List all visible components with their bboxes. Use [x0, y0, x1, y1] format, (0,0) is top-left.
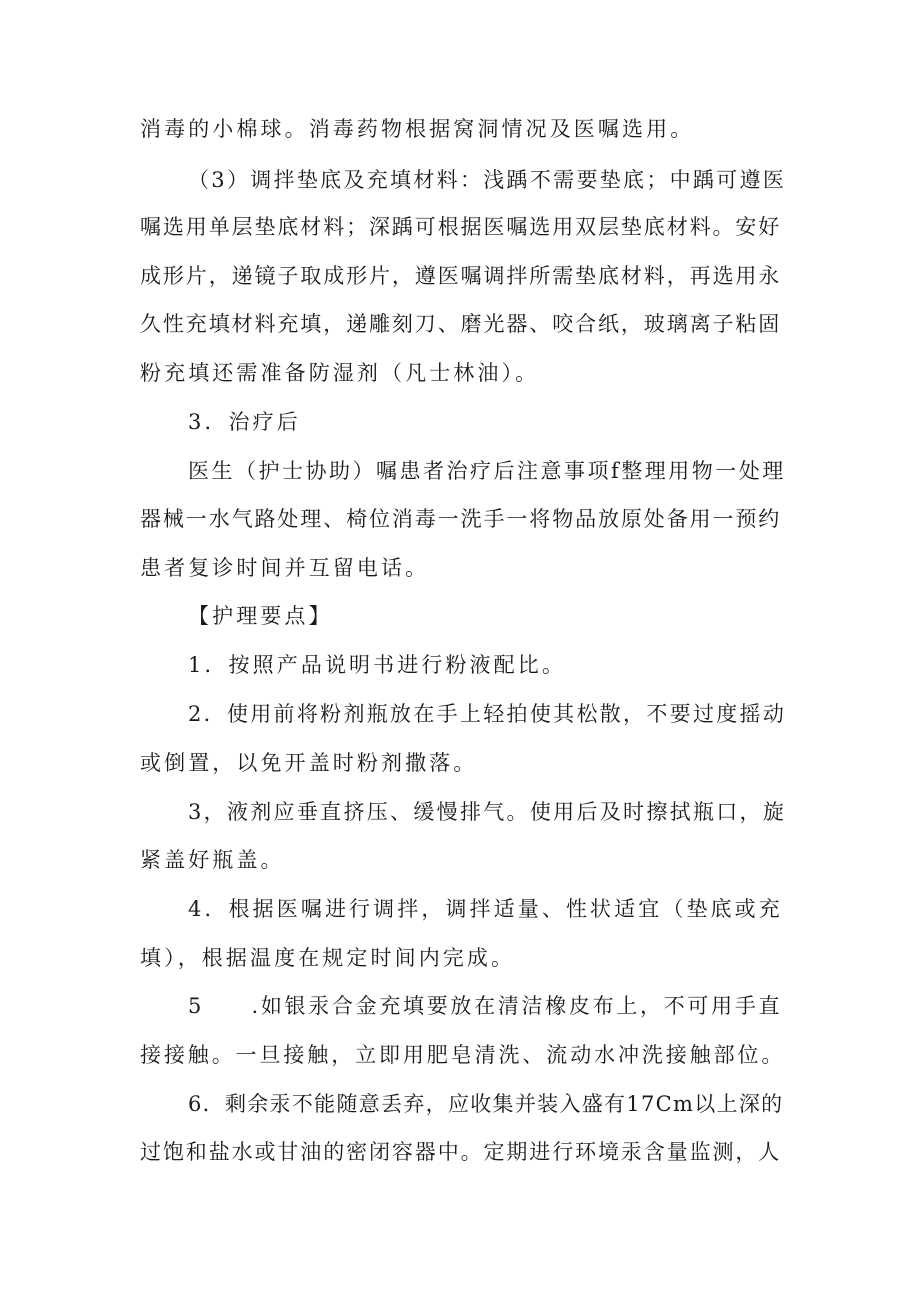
- text-line: 患者复诊时间并互留电话。: [140, 556, 430, 580]
- section-heading: 3．治疗后: [188, 410, 301, 434]
- text-line: 成形片，递镜子取成形片，遵医嘱调拌所需垫底材料，再选用永: [140, 264, 782, 288]
- section-heading: 【护理要点】: [188, 604, 333, 628]
- list-item: 4．根据医嘱进行调拌，调拌适量、性状适宜（垫底或充: [188, 897, 783, 921]
- text-line: 填），根据温度在规定时间内完成。: [140, 946, 516, 970]
- list-item: 5 .如银汞合金充填要放在清洁橡皮布上，不可用手直: [188, 994, 783, 1018]
- text-line: 医生（护士协助）嘱患者治疗后注意事项f整理用物一处理: [188, 459, 786, 483]
- text-line: 接接触。一旦接触，立即用肥皂清洗、流动水冲洗接触部位。: [140, 1043, 786, 1067]
- list-item: 6．剩余汞不能随意丢弃，应收集并装入盛有17Cm以上深的: [188, 1092, 784, 1116]
- text-line: 消毒的小棉球。消毒药物根据窝洞情况及医嘱选用。: [140, 117, 695, 141]
- text-line: 或倒置，以免开盖时粉剂撒落。: [140, 751, 478, 775]
- text-line: 紧盖好瓶盖。: [140, 848, 285, 872]
- text-line: 器械一水气路处理、椅位消毒一洗手一将物品放原处备用一预约: [140, 507, 782, 531]
- list-item: 3，液剂应垂直挤压、缓慢排气。使用后及时擦拭瓶口，旋: [188, 800, 787, 824]
- text-line: 久性充填材料充填，递雕刻刀、磨光器、咬合纸，玻璃离子粘固: [140, 312, 782, 336]
- list-item: 2．使用前将粉剂瓶放在手上轻拍使其松散，不要过度摇动: [188, 702, 787, 726]
- text-line: 粉充填还需准备防湿剂（凡士林油）。: [140, 361, 540, 385]
- list-item: 1．按照产品说明书进行粉液配比。: [188, 653, 566, 677]
- text-line: 嘱选用单层垫底材料；深踽可根据医嘱选用双层垫底材料。安好: [140, 215, 782, 239]
- text-line: 过饱和盐水或甘油的密闭容器中。定期进行环境汞含量监测，人: [140, 1140, 782, 1164]
- text-line: （3）调拌垫底及充填材料：浅踽不需要垫底；中踽可遵医: [188, 168, 787, 192]
